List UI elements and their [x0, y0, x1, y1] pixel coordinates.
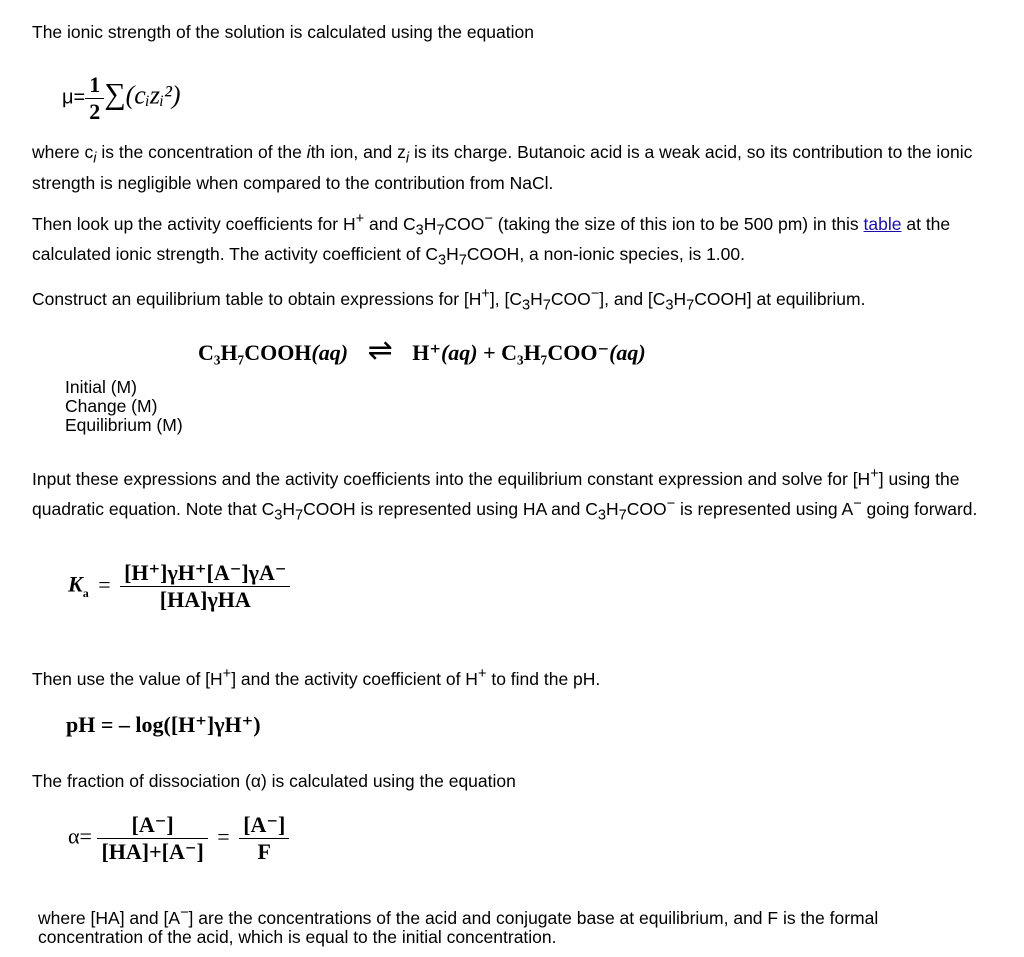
sum-symbol: ∑ — [104, 77, 126, 111]
ka-fraction: $\frac{[H^+]\gamma H^+[A^-]\gamma A^-}{\text{[HA]γHA}}$ — [120, 560, 290, 613]
mu-lhs: μ= — [62, 86, 86, 109]
table-link[interactable]: table — [863, 213, 902, 234]
intro-text: The ionic strength of the solution is calculated using the equation — [32, 22, 534, 42]
sum-term: (cᵢzᵢ²) — [125, 80, 181, 110]
ice-row-initial: Initial (M) — [65, 377, 137, 397]
ph-equation: pH = – log([H⁺]γH⁺) — [66, 712, 261, 737]
para-ph-instructions: Then use the value of [H+] and the activity coefficient of H+ to find the pH. — [32, 666, 601, 689]
para-fraction-dissociation: The fraction of dissociation (α) is calculated using the equation — [32, 771, 516, 791]
ice-row-change: Change (M) — [65, 396, 158, 416]
equilibrium-arrow: ⇌ — [367, 333, 393, 368]
ka-equation: $K_a$ = $\frac{[H^+]\gamma H^+[A^-]\gamma A^-}{\text{[HA]γHA}}$ — [68, 560, 290, 613]
reaction-equation: C₃H₇COOH(aq) ⇌ H⁺(aq) + C₃H₇COO⁻(aq) — [198, 333, 646, 368]
alpha-equation: α= $\frac{[A^-]}{[HA]+[A^-]}$ = $\frac{[A^-]}{F}$ — [68, 812, 289, 865]
para-concentration: where $c_i$ is the concentration of the ith ion, and $z_i$ is its charge. Butanoic acid is a weak acid, so its contribution to the ionic strength is negligible when compared to the contribution from NaCl. — [32, 142, 973, 193]
para-activity: Then look up the activity coefficients for H+ and $C_3H_7COO^-$ (taking the size of this ion to be 500 pm) in this table at the calculated ionic strength. The activity coefficient of $C_3H_7COOH$, a non-ionic species, is 1.00. — [32, 211, 951, 269]
ionic-strength-equation — [62, 72, 181, 125]
para-formal-concentration: where [HA] and [A−] are the concentrations of the acid and conjugate base at equilibrium, and F is the formal concentration of the acid, which is equal to the initial concentration. — [38, 905, 879, 947]
half-fraction: $\frac{1}{2}$ — [85, 72, 104, 125]
ice-row-equilibrium: Equilibrium (M) — [65, 415, 183, 435]
para-input-expressions: Input these expressions and the activity coefficients into the equilibrium constant expression and solve for [H+] using the quadratic equation. Note that $C_3H_7COOH$ is represented using HA and $C_3H_7COO^-$ is represented using A− going forward. — [32, 466, 978, 524]
ice-table — [65, 378, 183, 435]
para-equilibrium-table: Construct an equilibrium table to obtain expressions for [H+], $[C_3H_7COO^-]$, and $[C_3H_7COOH]$ at equilibrium. — [32, 286, 866, 314]
alpha-fraction-2: $\frac{[A^-]}{F}$ — [239, 812, 289, 865]
alpha-fraction-1: $\frac{[A^-]}{[HA]+[A^-]}$ — [97, 812, 207, 865]
